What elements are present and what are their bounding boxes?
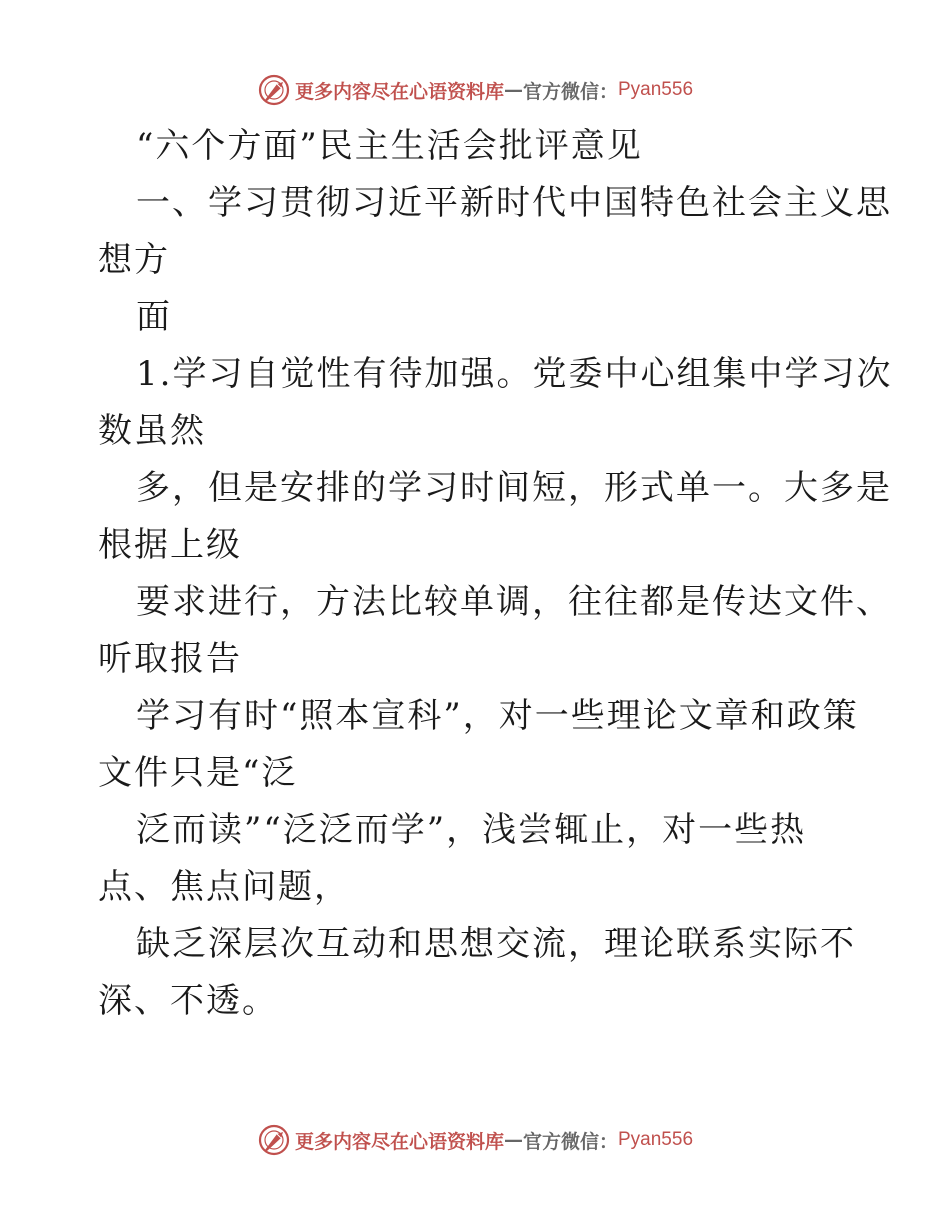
text-line: 文件只是“泛	[98, 753, 298, 793]
text-line: 点、焦点问题，	[98, 867, 350, 907]
text-line: 面	[136, 297, 172, 337]
text-line: 根据上级	[98, 525, 242, 565]
text-line: 1.学习自觉性有待加强。党委中心组集中学习次	[136, 354, 893, 394]
page-header-watermark	[0, 70, 950, 110]
document-body	[98, 118, 893, 1030]
watermark-id: Pyan556	[618, 79, 694, 100]
watermark-id: Pyan556	[618, 1129, 694, 1150]
watermark-sub: 官方微信：	[522, 80, 618, 103]
pen-nib-logo-icon	[257, 73, 291, 107]
text-line: 缺乏深层次互动和思想交流，理论联系实际不	[136, 924, 856, 964]
document-title: “六个方面”民主生活会批评意见	[136, 126, 643, 166]
section-heading: 一、学习贯彻习近平新时代中国特色社会主义思	[136, 183, 892, 223]
watermark-brand: 更多内容尽在心语资料库	[294, 80, 504, 103]
text-line: 听取报告	[98, 639, 242, 679]
watermark-brand: 更多内容尽在心语资料库	[294, 1130, 504, 1153]
text-line: 要求进行，方法比较单调，往往都是传达文件、	[136, 582, 892, 622]
text-line: 想方	[98, 240, 170, 280]
page-footer-watermark	[0, 1120, 950, 1160]
watermark-sub: 官方微信：	[522, 1130, 618, 1153]
text-line: 深、不透。	[98, 981, 278, 1021]
text-line: 泛而读”“泛泛而学”，浅尝辄止，对一些热	[136, 810, 807, 850]
pen-nib-logo-icon	[257, 1123, 291, 1157]
watermark-separator: —	[503, 1129, 523, 1151]
text-line: 多，但是安排的学习时间短，形式单一。大多是	[136, 468, 892, 508]
text-line: 学习有时“照本宣科”，对一些理论文章和政策	[136, 696, 859, 736]
text-line: 数虽然	[98, 411, 206, 451]
watermark-separator: —	[503, 79, 523, 101]
